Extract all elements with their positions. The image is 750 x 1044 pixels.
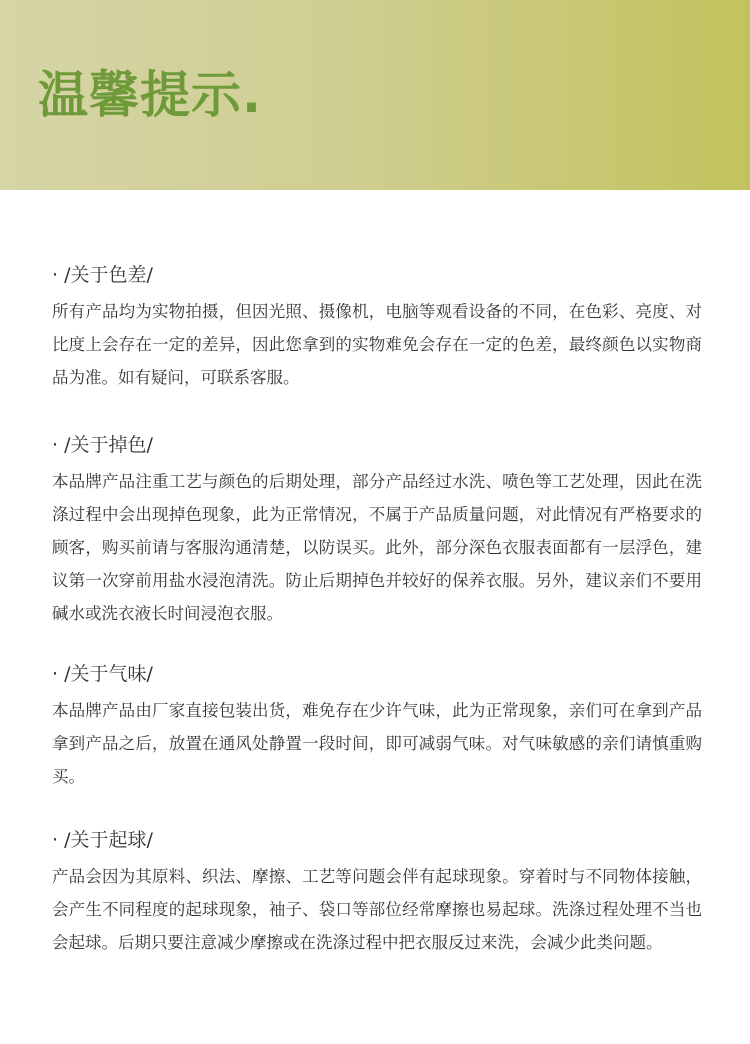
section-pilling [52,827,702,959]
section-heading: · /关于色差/ [52,264,153,286]
section-heading: · /关于掉色/ [52,434,153,456]
section-text: 本品牌产品由厂家直接包装出货，难免存在少许气味，此为正常现象，亲们可在拿到产品拿到产品之后，放置在通风处静置一段时间，即可减弱气味。对气味敏感的亲们请慎重购买。 [52,701,702,786]
section-text: 本品牌产品注重工艺与颜色的后期处理，部分产品经过水洗、喷色等工艺处理，因此在洗涤过程中会出现掉色现象，此为正常情况，不属于产品质量问题，对此情况有严格要求的顾客，购买前请与客服沟通清楚，以防误买。此外，部分深色衣服表面都有一层浮色，建议第一次穿前用盐水浸泡清洗。防止后期掉色并较好的保养衣服。另外，建议亲们不要用碱水或洗衣液长时间浸泡衣服。 [52,472,702,623]
section-text: 所有产品均为实物拍摄，但因光照、摄像机，电脑等观看设备的不同，在色彩、亮度、对比度上会存在一定的差异，因此您拿到的实物难免会存在一定的色差，最终颜色以实物商品为准。如有疑问，可联系客服。 [52,302,702,387]
page-title: 温馨提示. [38,66,262,124]
header-banner [0,0,750,190]
section-heading: · /关于起球/ [52,829,153,851]
section-heading: · /关于气味/ [52,663,153,685]
section-color-difference [52,262,702,394]
section-text: 产品会因为其原料、织法、摩擦、工艺等问题会伴有起球现象。穿着时与不同物体接触，会产生不同程度的起球现象，袖子、袋口等部位经常摩擦也易起球。洗涤过程处理不当也会起球。后期只要注意减少摩擦或在洗涤过程中把衣服反过来洗，会减少此类问题。 [52,867,702,952]
section-odor [52,661,702,793]
section-color-fading [52,432,702,630]
